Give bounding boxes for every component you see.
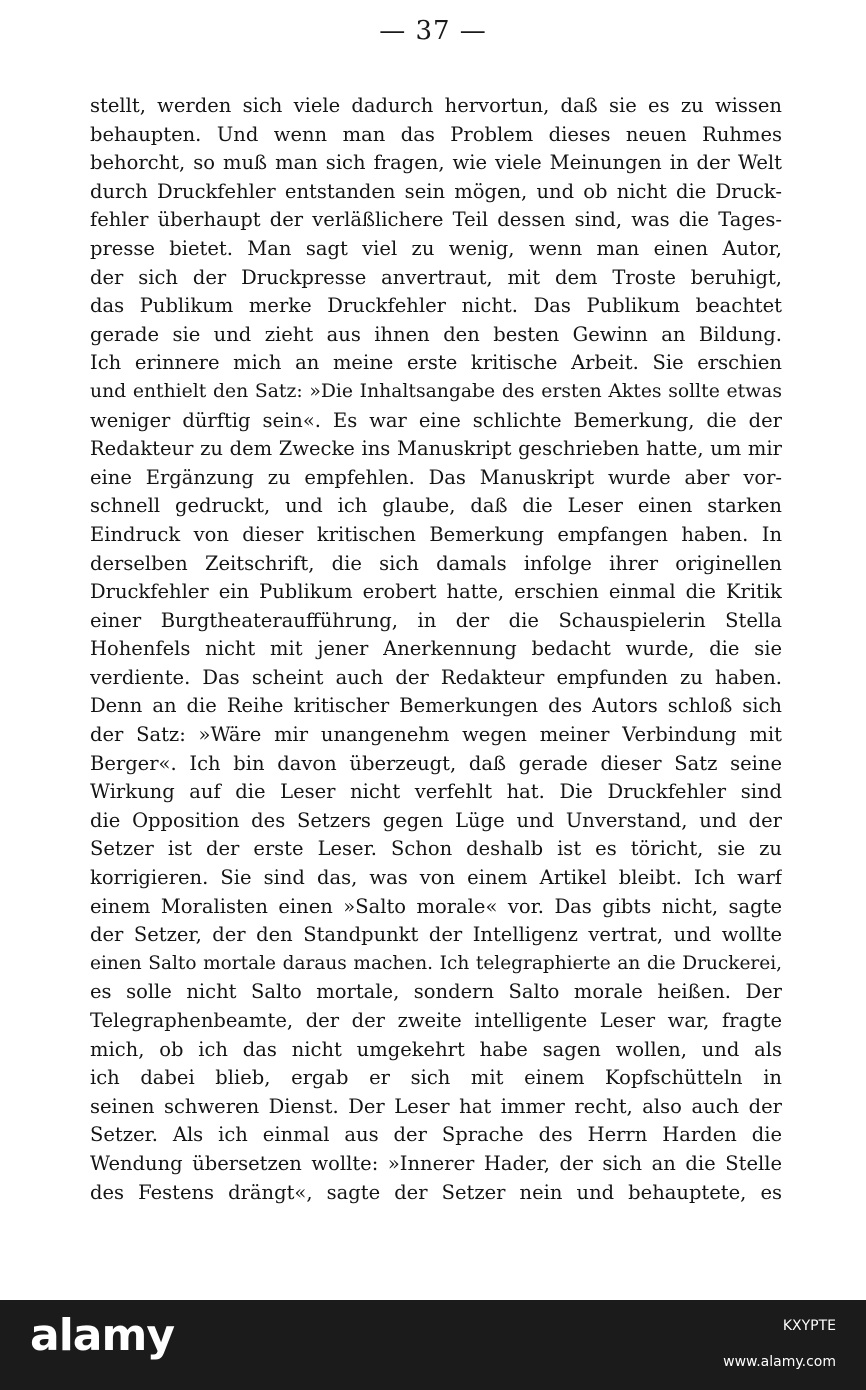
text-line: behorcht, so muß man sich fragen, wie viele Meinungen in der Welt bbox=[90, 151, 782, 175]
text-line: Wirkung auf die Leser nicht verfehlt hat. Die Druckfehler sind bbox=[90, 780, 782, 804]
text-line: ich dabei blieb, ergab er sich mit einem Kopfschütteln in bbox=[90, 1066, 782, 1090]
text-line: es solle nicht Salto mortale, sondern Salto morale heißen. Der bbox=[90, 980, 782, 1004]
text-line: und enthielt den Satz: »Die Inhaltsangabe des ersten Aktes sollte etwas bbox=[90, 380, 782, 402]
text-line: durch Druckfehler entstanden sein mögen, und ob nicht die Druck- bbox=[90, 179, 782, 203]
text-line: der Setzer, der den Standpunkt der Intelligenz vertrat, und wollte bbox=[90, 923, 782, 947]
text-line: einem Moralisten einen »Salto morale« vor. Das gibts nicht, sagte bbox=[90, 894, 782, 918]
text-line: eine Ergänzung zu empfehlen. Das Manuskript wurde aber vor- bbox=[90, 465, 782, 489]
text-line: derselben Zeitschrift, die sich damals infolge ihrer originellen bbox=[90, 551, 782, 575]
text-line: Druckfehler ein Publikum erobert hatte, erschien einmal die Kritik bbox=[90, 580, 782, 604]
text-line: Wendung übersetzen wollte: »Innerer Hader, der sich an die Stelle bbox=[90, 1151, 782, 1175]
text-line: stellt, werden sich viele dadurch hervortun, daß sie es zu wissen bbox=[90, 94, 782, 117]
watermark-url: www.alamy.com bbox=[723, 1354, 836, 1370]
text-line: des Festens drängt«, sagte der Setzer nein und behauptete, es bbox=[90, 1180, 782, 1204]
text-line: Ich erinnere mich an meine erste kritische Arbeit. Sie erschien bbox=[90, 351, 782, 375]
text-line: Berger«. Ich bin davon überzeugt, daß gerade dieser Satz seine bbox=[90, 751, 782, 775]
text-line: der sich der Druckpresse anvertraut, mit dem Troste beruhigt, bbox=[90, 265, 782, 289]
image-id: KXYPTE bbox=[782, 1318, 836, 1334]
text-line: presse bietet. Man sagt viel zu wenig, wenn man einen Autor, bbox=[90, 236, 782, 260]
text-line: schnell gedruckt, und ich glaube, daß die Leser einen starken bbox=[90, 494, 782, 518]
text-line: Setzer ist der erste Leser. Schon deshalb ist es töricht, sie zu bbox=[90, 837, 782, 861]
text-line: weniger dürftig sein«. Es war eine schlichte Bemerkung, die der bbox=[90, 408, 782, 432]
text-line: Denn an die Reihe kritischer Bemerkungen des Autors schloß sich bbox=[90, 694, 782, 718]
text-line: seinen schweren Dienst. Der Leser hat immer recht, also auch der bbox=[90, 1094, 782, 1118]
stock-watermark-bar bbox=[0, 1300, 866, 1390]
text-line: der Satz: »Wäre mir unangenehm wegen meiner Verbindung mit bbox=[90, 723, 782, 747]
text-line: Hohenfels nicht mit jener Anerkennung bedacht wurde, die sie bbox=[90, 637, 782, 661]
text-line: das Publikum merke Druckfehler nicht. Das Publikum beachtet bbox=[90, 294, 782, 318]
text-line: die Opposition des Setzers gegen Lüge und Unverstand, und der bbox=[90, 808, 782, 832]
text-line: behaupten. Und wenn man das Problem dieses neuen Ruhmes bbox=[90, 122, 782, 146]
body-text bbox=[90, 92, 782, 1207]
alamy-logo: alamy bbox=[30, 1310, 174, 1361]
text-line: Redakteur zu dem Zwecke ins Manuskript geschrieben hatte, um mir bbox=[90, 437, 782, 461]
text-line: verdiente. Das scheint auch der Redakteur empfunden zu haben. bbox=[90, 665, 782, 689]
text-line: gerade sie und zieht aus ihnen den besten Gewinn an Bildung. bbox=[90, 322, 782, 346]
text-line: mich, ob ich das nicht umgekehrt habe sagen wollen, und als bbox=[90, 1037, 782, 1061]
text-line: korrigieren. Sie sind das, was von einem Artikel bleibt. Ich warf bbox=[90, 866, 782, 890]
text-line: Eindruck von dieser kritischen Bemerkung empfangen haben. In bbox=[90, 522, 782, 546]
text-line: einer Burgtheateraufführung, in der die Schauspielerin Stella bbox=[90, 608, 782, 632]
text-line: Setzer. Als ich einmal aus der Sprache des Herrn Harden die bbox=[90, 1123, 782, 1147]
text-line: einen Salto mortale daraus machen. Ich telegraphierte an die Druckerei, bbox=[90, 952, 782, 974]
text-line: fehler überhaupt der verläßlichere Teil dessen sind, was die Tages- bbox=[90, 208, 782, 232]
page-number: — 37 — bbox=[379, 16, 487, 46]
text-line: Telegraphenbeamte, der der zweite intelligente Leser war, fragte bbox=[90, 1009, 782, 1032]
